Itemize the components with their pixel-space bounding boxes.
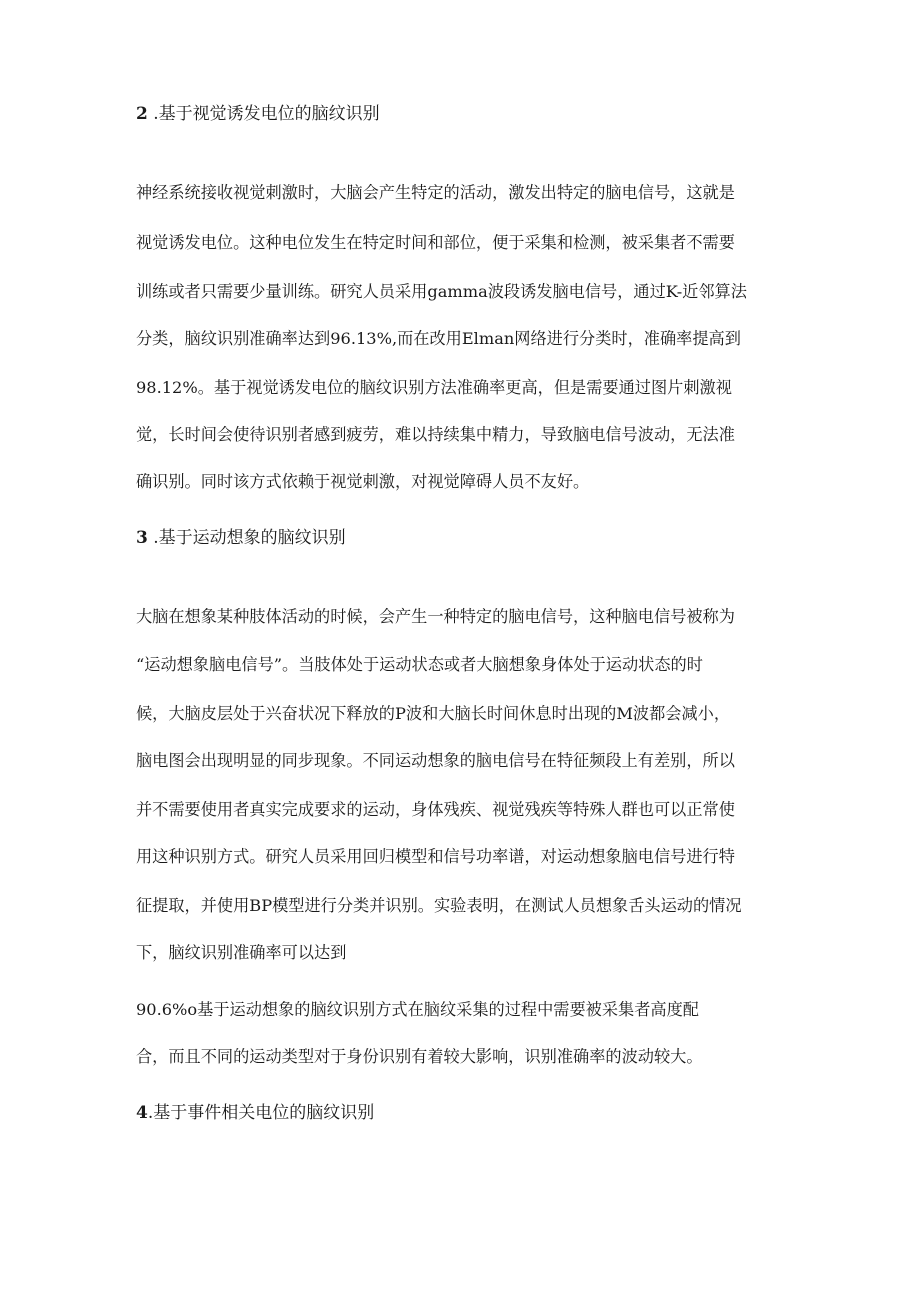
paragraph-line: 用这种识别方式。研究人员采用回归模型和信号功率谱，对运动想象脑电信号进行特	[136, 847, 735, 866]
paragraph-line: 视觉诱发电位。这种电位发生在特定时间和部位，便于采集和检测，被采集者不需要	[136, 233, 735, 252]
section-title: .基于事件相关电位的脑纹识别	[147, 1103, 375, 1123]
paragraph-line: 下，脑纹识别准确率可以达到	[136, 943, 347, 962]
paragraph-line: 98.12%。基于视觉诱发电位的脑纹识别方法准确率更高，但是需要通过图片刺激视	[136, 378, 732, 397]
paragraph-line: 分类，脑纹识别准确率达到96.13%,而在改用Elman网络进行分类时，准确率提高到	[136, 329, 741, 348]
paragraph-line: 神经系统接收视觉刺激时，大脑会产生特定的活动，激发出特定的脑电信号，这就是	[136, 183, 735, 202]
section-heading-3	[136, 527, 346, 549]
section-heading-2	[136, 103, 380, 125]
paragraph-line: 大脑在想象某种肢体活动的时候，会产生一种特定的脑电信号，这种脑电信号被称为	[136, 607, 735, 626]
paragraph-line: 候，大脑皮层处于兴奋状况下释放的P波和大脑长时间休息时出现的M波都会减小，	[136, 704, 731, 723]
paragraph-line: 征提取，并使用BP模型进行分类并识别。实验表明，在测试人员想象舌头运动的情况	[136, 896, 742, 915]
section-number: 3	[136, 528, 148, 548]
section-number: 2	[136, 104, 148, 124]
paragraph-line: 确识别。同时该方式依赖于视觉刺激，对视觉障碍人员不友好。	[136, 472, 590, 491]
paragraph-line: 觉，长时间会使待识别者感到疲劳，难以持续集中精力，导致脑电信号波动，无法准	[136, 425, 735, 444]
section-heading-4	[136, 1102, 374, 1124]
paragraph-line: 合，而且不同的运动类型对于身份识别有着较大影响，识别准确率的波动较大。	[136, 1047, 703, 1066]
paragraph-line: 训练或者只需要少量训练。研究人员采用gamma波段诱发脑电信号，通过K-近邻算法	[136, 282, 747, 301]
paragraph-line: 并不需要使用者真实完成要求的运动，身体残疾、视觉残疾等特殊人群也可以正常使	[136, 800, 735, 819]
section-title: .基于运动想象的脑纹识别	[147, 528, 346, 548]
paragraph-line: 90.6%o基于运动想象的脑纹识别方式在脑纹采集的过程中需要被采集者高度配	[136, 1000, 699, 1019]
section-title: .基于视觉诱发电位的脑纹识别	[147, 104, 380, 124]
paragraph-line: “运动想象脑电信号”。当肢体处于运动状态或者大脑想象身体处于运动状态的时	[136, 655, 703, 674]
paragraph-line: 脑电图会出现明显的同步现象。不同运动想象的脑电信号在特征频段上有差别，所以	[136, 751, 735, 770]
section-number: 4	[136, 1103, 148, 1123]
